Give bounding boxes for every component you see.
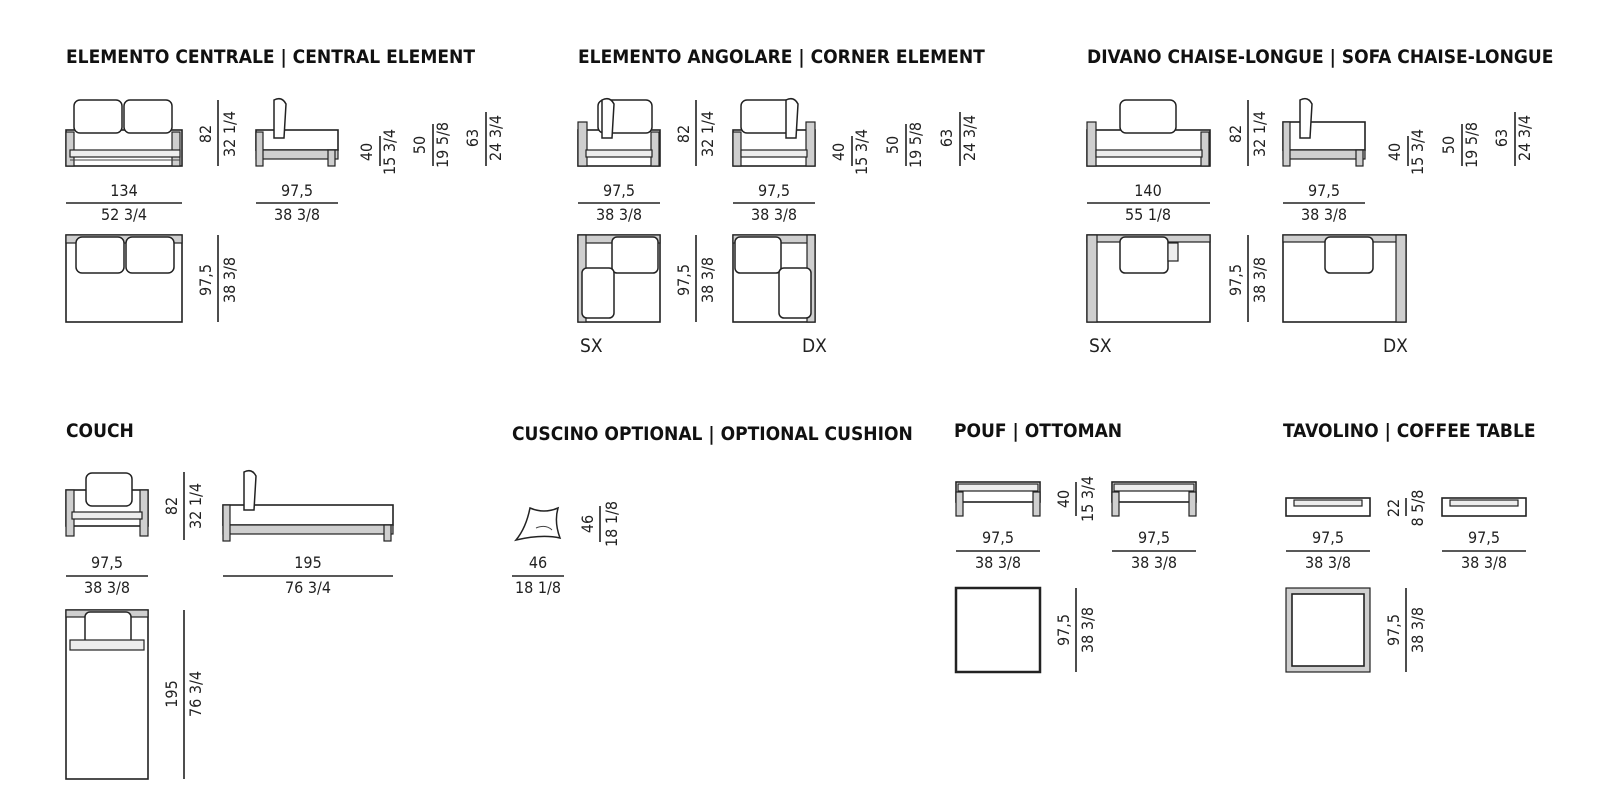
corner-plan-view-left <box>578 235 660 322</box>
dim-couch-height-cm: 82 <box>162 496 181 516</box>
corner-front-view-left <box>578 99 660 166</box>
dim-couch-width-cm: 97,5 <box>90 553 124 572</box>
dim-ottoman-depth-cm: 97,5 <box>1137 528 1171 547</box>
chaise-front-view <box>1087 100 1210 166</box>
title-ottoman: POUF | OTTOMAN <box>954 420 1123 442</box>
chaise-side-view <box>1283 99 1365 166</box>
dim-corner-arm-height-in: 19 5/8 <box>906 121 925 169</box>
cushion-view <box>516 508 560 540</box>
dim-couch-length-cm: 195 <box>294 553 322 572</box>
dim-chaise-height-in: 32 1/4 <box>1250 110 1269 158</box>
chaise-plan-view-left <box>1087 235 1210 322</box>
dim-ottoman-height-in: 15 3/4 <box>1078 475 1097 523</box>
title-couch: COUCH <box>66 420 134 442</box>
dim-cushion-width-in: 18 1/8 <box>514 578 562 597</box>
dim-chaise-depth-cm: 97,5 <box>1307 181 1341 200</box>
dim-chaise-width-in: 55 1/8 <box>1124 205 1172 224</box>
corner-plan-view-right <box>733 235 815 322</box>
dim-corner-height-cm: 82 <box>674 124 693 144</box>
dim-central-arm-height-in: 19 5/8 <box>433 121 452 169</box>
dim-couch-plan-length-cm: 195 <box>162 680 181 708</box>
dim-corner-left-width-in: 38 3/8 <box>595 205 643 224</box>
dim-couch-height-in: 32 1/4 <box>186 482 205 530</box>
label-corner-sx: SX <box>580 335 603 357</box>
couch-side-view <box>223 471 393 541</box>
dim-cushion-height-cm: 46 <box>578 514 597 534</box>
dim-central-height-in: 32 1/4 <box>220 110 239 158</box>
dim-corner-right-width-in: 38 3/8 <box>750 205 798 224</box>
dim-corner-back-height-in: 24 3/4 <box>960 114 979 162</box>
couch-front-view <box>66 473 148 536</box>
dim-ottoman-height-cm: 40 <box>1054 489 1073 509</box>
dim-corner-left-width-cm: 97,5 <box>602 181 636 200</box>
dim-couch-length-in: 76 3/4 <box>284 578 332 597</box>
dim-chaise-arm-height-in: 19 5/8 <box>1462 121 1481 169</box>
dim-cushion-height-in: 18 1/8 <box>602 500 621 548</box>
dim-central-plan-depth-cm: 97,5 <box>196 263 215 297</box>
dim-central-depth-cm: 97,5 <box>280 181 314 200</box>
dim-couch-plan-length-in: 76 3/4 <box>186 670 205 718</box>
central-side-view <box>256 99 338 166</box>
dim-ottoman-width-cm: 97,5 <box>981 528 1015 547</box>
coffee-table-side-view <box>1442 498 1526 516</box>
dim-coffee-table-width-in: 38 3/8 <box>1304 553 1352 572</box>
dim-coffee-table-plan-depth-in: 38 3/8 <box>1408 606 1427 654</box>
dim-chaise-seat-height-cm: 40 <box>1385 142 1404 162</box>
title-coffee-table: TAVOLINO | COFFEE TABLE <box>1283 420 1536 442</box>
dim-coffee-table-plan-depth-cm: 97,5 <box>1384 613 1403 647</box>
dim-central-width-cm: 134 <box>110 181 138 200</box>
title-sofa-chaise-longue: DIVANO CHAISE-LONGUE | SOFA CHAISE-LONGUE <box>1087 46 1554 68</box>
dim-corner-back-height-cm: 63 <box>937 128 956 148</box>
ottoman-front-view <box>956 482 1040 516</box>
dim-chaise-plan-depth-cm: 97,5 <box>1226 263 1245 297</box>
dim-central-height-cm: 82 <box>196 124 215 144</box>
dim-corner-seat-height-in: 15 3/4 <box>852 128 871 176</box>
dim-corner-height-in: 32 1/4 <box>698 110 717 158</box>
dim-central-arm-height-cm: 50 <box>410 135 429 155</box>
label-chaise-sx: SX <box>1089 335 1112 357</box>
dim-chaise-width-cm: 140 <box>1134 181 1162 200</box>
dim-central-depth-in: 38 3/8 <box>273 205 321 224</box>
dim-chaise-back-height-in: 24 3/4 <box>1515 114 1534 162</box>
dim-ottoman-plan-depth-cm: 97,5 <box>1054 613 1073 647</box>
chaise-plan-view-right <box>1283 235 1406 322</box>
central-plan-view <box>66 235 182 322</box>
dim-couch-width-in: 38 3/8 <box>83 578 131 597</box>
dim-coffee-table-depth-in: 38 3/8 <box>1460 553 1508 572</box>
dim-chaise-height-cm: 82 <box>1226 124 1245 144</box>
dim-central-width-in: 52 3/4 <box>100 205 148 224</box>
dim-cushion-width-cm: 46 <box>528 553 548 572</box>
title-corner-element: ELEMENTO ANGOLARE | CORNER ELEMENT <box>578 46 985 68</box>
couch-plan-view <box>66 610 148 779</box>
dim-coffee-table-width-cm: 97,5 <box>1311 528 1345 547</box>
dim-central-plan-depth-in: 38 3/8 <box>220 256 239 304</box>
dim-ottoman-plan-depth-in: 38 3/8 <box>1078 606 1097 654</box>
coffee-table-front-view <box>1286 498 1370 516</box>
dim-chaise-arm-height-cm: 50 <box>1439 135 1458 155</box>
coffee-table-plan-view <box>1286 588 1370 672</box>
ottoman-plan-view <box>956 588 1040 672</box>
title-central-element: ELEMENTO CENTRALE | CENTRAL ELEMENT <box>66 46 476 68</box>
dim-chaise-seat-height-in: 15 3/4 <box>1408 128 1427 176</box>
dim-central-back-height-cm: 63 <box>463 128 482 148</box>
label-chaise-dx: DX <box>1383 335 1408 357</box>
dim-chaise-back-height-cm: 63 <box>1492 128 1511 148</box>
dim-coffee-table-height-in: 8 5/8 <box>1408 489 1427 527</box>
dim-chaise-depth-in: 38 3/8 <box>1300 205 1348 224</box>
dim-ottoman-width-in: 38 3/8 <box>974 553 1022 572</box>
dim-central-seat-height-in: 15 3/4 <box>380 128 399 176</box>
dim-corner-plan-depth-in: 38 3/8 <box>698 256 717 304</box>
dim-coffee-table-height-cm: 22 <box>1384 498 1403 518</box>
dim-corner-seat-height-cm: 40 <box>829 142 848 162</box>
dim-chaise-plan-depth-in: 38 3/8 <box>1250 256 1269 304</box>
title-optional-cushion: CUSCINO OPTIONAL | OPTIONAL CUSHION <box>512 423 913 445</box>
label-corner-dx: DX <box>802 335 827 357</box>
ottoman-side-view <box>1112 482 1196 516</box>
dim-corner-plan-depth-cm: 97,5 <box>674 263 693 297</box>
dim-corner-right-width-cm: 97,5 <box>757 181 791 200</box>
dim-coffee-table-depth-cm: 97,5 <box>1467 528 1501 547</box>
dim-ottoman-depth-in: 38 3/8 <box>1130 553 1178 572</box>
dim-corner-arm-height-cm: 50 <box>883 135 902 155</box>
central-front-view <box>66 100 182 166</box>
dim-central-back-height-in: 24 3/4 <box>486 114 505 162</box>
dim-central-seat-height-cm: 40 <box>357 142 376 162</box>
corner-front-view-right <box>733 99 815 166</box>
